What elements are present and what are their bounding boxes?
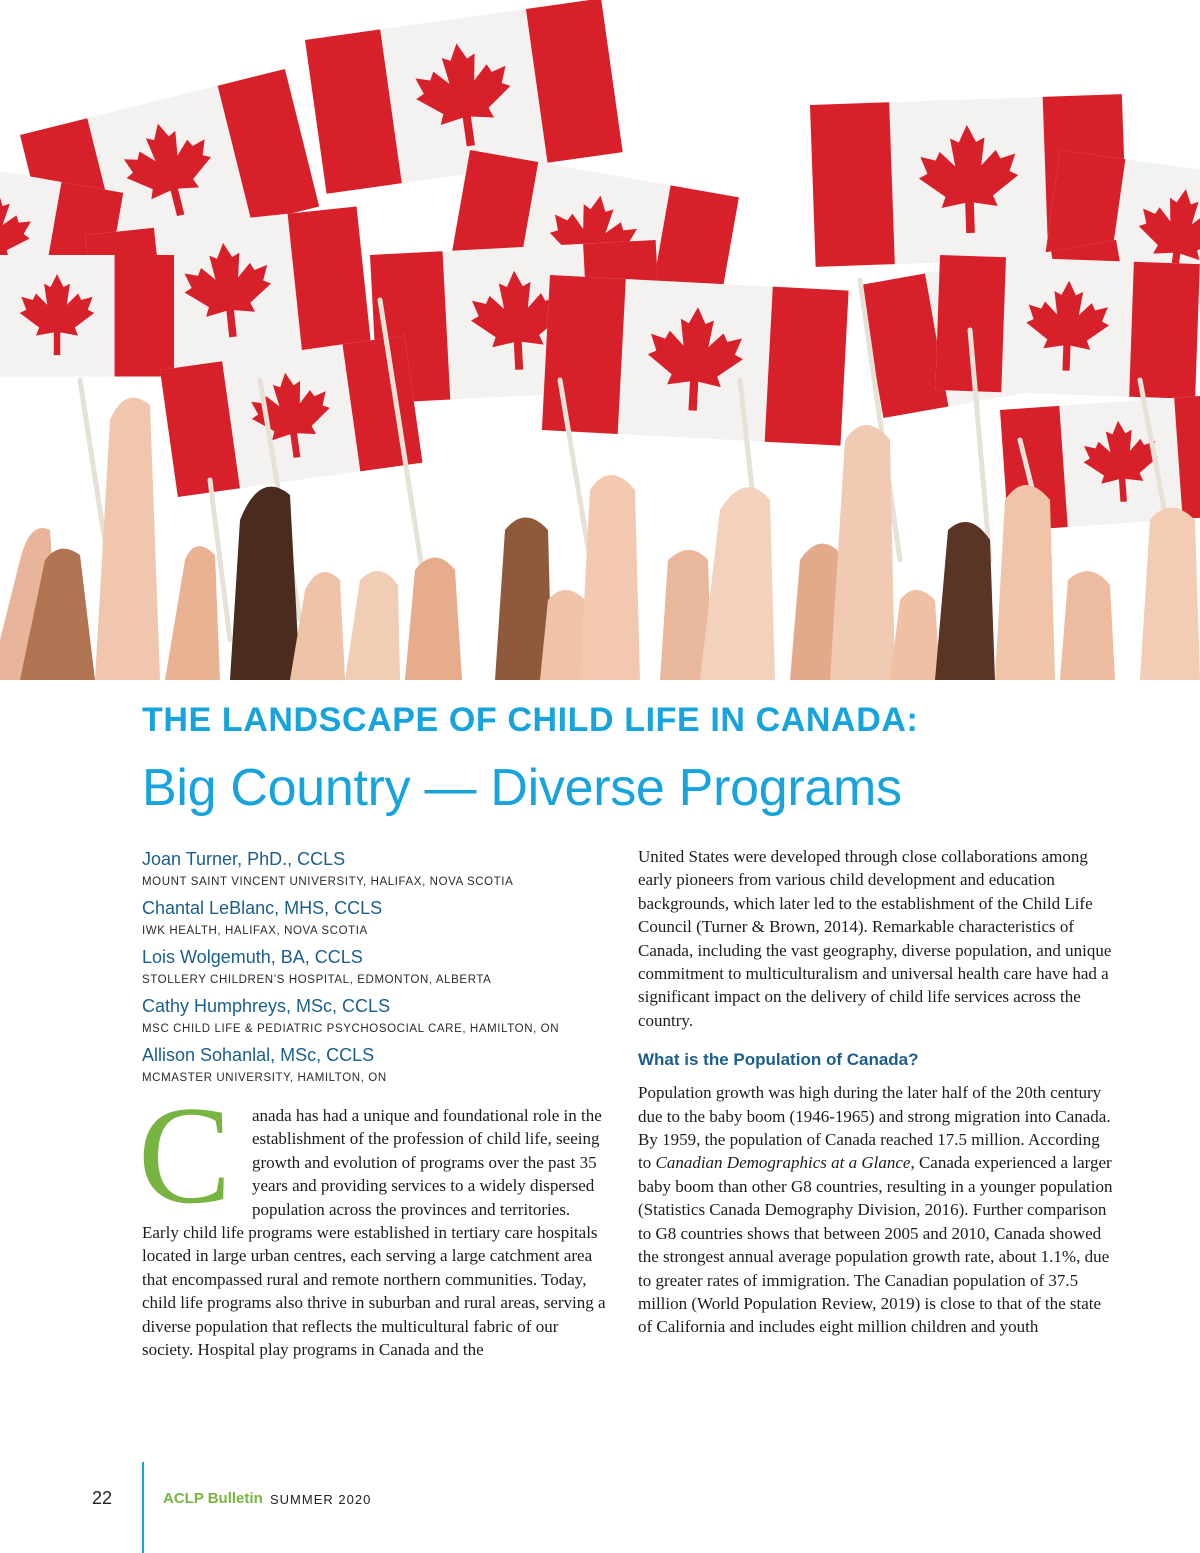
author-name: Cathy Humphreys, MSc, CCLS [142,996,391,1016]
author-name: Allison Sohanlal, MSc, CCLS [142,1045,375,1065]
author-affiliation: STOLLERY CHILDREN’S HOSPITAL, EDMONTON, ALBERTA [142,974,492,986]
article-title: Big Country — Diverse Programs [142,759,902,817]
author-list [142,848,612,1093]
author-name: Chantal LeBlanc, MHS, CCLS [142,898,383,918]
author-affiliation: MSC CHILD LIFE & PEDIATRIC PSYCHOSOCIAL CARE, HAMILTON, ON [142,1023,560,1035]
author-entry [142,946,612,995]
article-column-right [638,845,1114,1339]
page-number: 22 [92,1488,113,1508]
footer-divider [142,1462,144,1553]
author-affiliation: IWK HEALTH, HALIFAX, NOVA SCOTIA [142,925,368,937]
section-heading: What is the Population of Canada? [638,1050,919,1070]
article-kicker: THE LANDSCAPE OF CHILD LIFE IN CANADA: [142,701,919,739]
population-text-end: , Canada experienced a larger baby boom than other G8 countries, resulting in a younger population (Statistics Canada Demography Division, 2016). Further comparison to G8 countries shows that between 2005 and 2010, Canada showed the strongest annual average population growth rate, about 1.1%, due to greater rates of immigration. The Canadian population of 37.5 million (World Population Review, 2019) is close to that of the state of California and includes eight million children and youth [638,1153,1113,1337]
author-entry [142,995,612,1044]
author-name: Joan Turner, PhD., CCLS [142,849,346,869]
continued-paragraph: United States were developed through close collaborations among early pioneers from various child development and education backgrounds, which later led to the establishment of the Child Life Council (Turner & Brown, 2014). Remarkable characteristics of Canada, including the vast geography, diverse population, and unique commitment to multiculturalism and universal health care have had a significant impact on the delivery of child life services across the country. [638,847,1112,1030]
drop-cap: C [138,1078,232,1233]
author-entry [142,848,612,897]
author-affiliation: MOUNT SAINT VINCENT UNIVERSITY, HALIFAX, NOVA SCOTIA [142,876,514,888]
hero-image-canadian-flags [0,0,1200,680]
author-entry [142,897,612,946]
author-affiliation: MCMASTER UNIVERSITY, HAMILTON, ON [142,1072,387,1084]
author-name: Lois Wolgemuth, BA, CCLS [142,947,363,967]
publication-title: Canadian Demographics at a Glance [655,1153,911,1173]
magazine-name: ACLP Bulletin [163,1490,263,1507]
issue-label: SUMMER 2020 [270,1492,372,1507]
lead-paragraph: anada has had a unique and foundational role in the establishment of the profession of child life, seeing growth and evolution of programs over the past 35 years and providing services to a widely dispersed population across the provinces and territories. Early child life programs were established in tertiary care hospitals located in large urban centres, each serving a large catchment area that encompassed rural and remote northern communities. Today, child life programs also thrive in suburban and rural areas, serving a diverse population that reflects the multicultural fabric of our society. Hospital play programs in Canada and the [142,1106,606,1360]
population-paragraph [638,1081,1114,1338]
population-text-start: Population growth was high during the later half of the 20th century due to the baby boom (1946-1965) and strong migration into Canada. By 1959, the population of Canada reached 17.5 million. According to [638,1083,1111,1173]
